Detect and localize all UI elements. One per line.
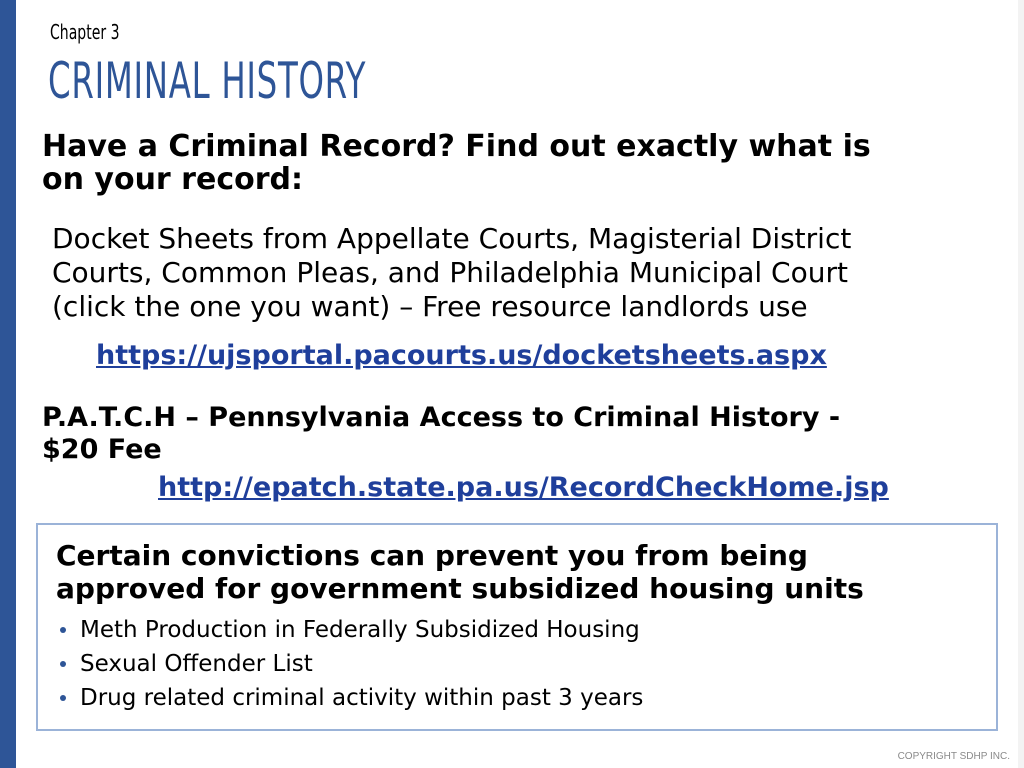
chapter-label: Chapter 3: [50, 20, 120, 44]
convictions-list: [56, 613, 643, 715]
right-edge-bar: [1018, 0, 1024, 768]
list-item: [56, 681, 643, 715]
patch-text: P.A.T.C.H – Pennsylvania Access to Criminal History - $20 Fee: [42, 402, 841, 465]
convictions-heading: Certain convictions can prevent you from being approved for government subsidized housing units: [56, 539, 864, 605]
convictions-box: [36, 523, 998, 731]
slide-title: CRIMINAL HISTORY: [48, 52, 367, 110]
bullet-icon: [60, 695, 66, 701]
list-item: [56, 613, 643, 647]
bullet-icon: [60, 661, 66, 667]
list-item-text: Meth Production in Federally Subsidized Housing: [80, 617, 640, 643]
bullet-icon: [60, 627, 66, 633]
docket-sheets-text: Docket Sheets from Appellate Courts, Magisterial District Courts, Common Pleas, and Philadelphia Municipal Court (click the one you want) – Free resource landlords use: [52, 222, 852, 323]
copyright-notice: COPYRIGHT SDHP INC.: [897, 751, 1010, 762]
section-heading: Have a Criminal Record? Find out exactly what is on your record:: [42, 129, 871, 197]
docket-sheets-link[interactable]: https://ujsportal.pacourts.us/docketsheets.aspx: [96, 340, 827, 371]
list-item: [56, 647, 643, 681]
epatch-link[interactable]: http://epatch.state.pa.us/RecordCheckHome.jsp: [158, 472, 889, 503]
left-accent-bar: [0, 0, 16, 768]
list-item-text: Drug related criminal activity within past 3 years: [80, 685, 644, 711]
list-item-text: Sexual Offender List: [80, 651, 313, 677]
